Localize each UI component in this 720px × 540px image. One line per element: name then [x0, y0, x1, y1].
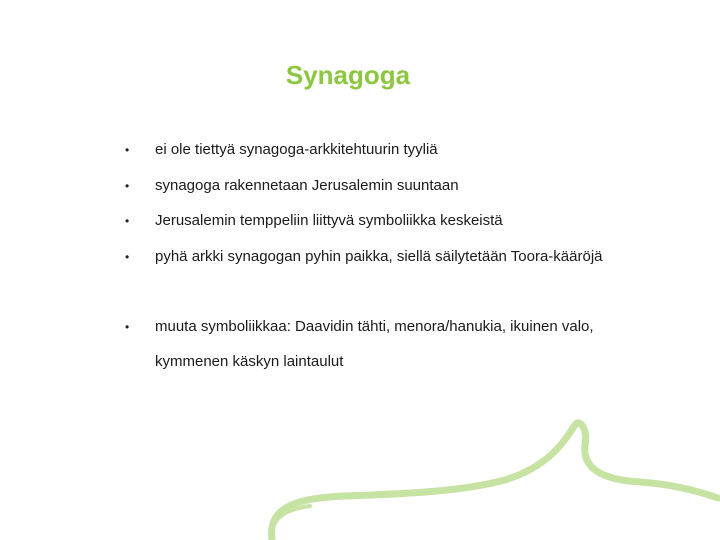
bullet-marker: • — [125, 179, 130, 193]
bullet-text: synagoga rakennetaan Jerusalemin suuntaan — [155, 177, 459, 194]
bullet-text: muuta symboliikkaa: Daavidin tähti, menora/hanukia, ikuinen valo, kymmenen käskyn laintaulut — [155, 318, 594, 370]
bullet-marker: • — [125, 214, 130, 228]
bullet-text: pyhä arkki synagogan pyhin paikka, siellä säilytetään Toora-kääröjä — [155, 248, 603, 265]
slide-title: Synagoga — [285, 60, 411, 90]
bullet-text: Jerusalemin temppeliin liittyvä symboliikka keskeistä — [155, 212, 503, 229]
bullet-marker: • — [125, 250, 130, 264]
bullet-text: ei ole tiettyä synagoga-arkkitehtuurin tyyliä — [155, 141, 438, 158]
bullet-marker: • — [125, 143, 130, 157]
bullet-marker: • — [125, 320, 130, 334]
